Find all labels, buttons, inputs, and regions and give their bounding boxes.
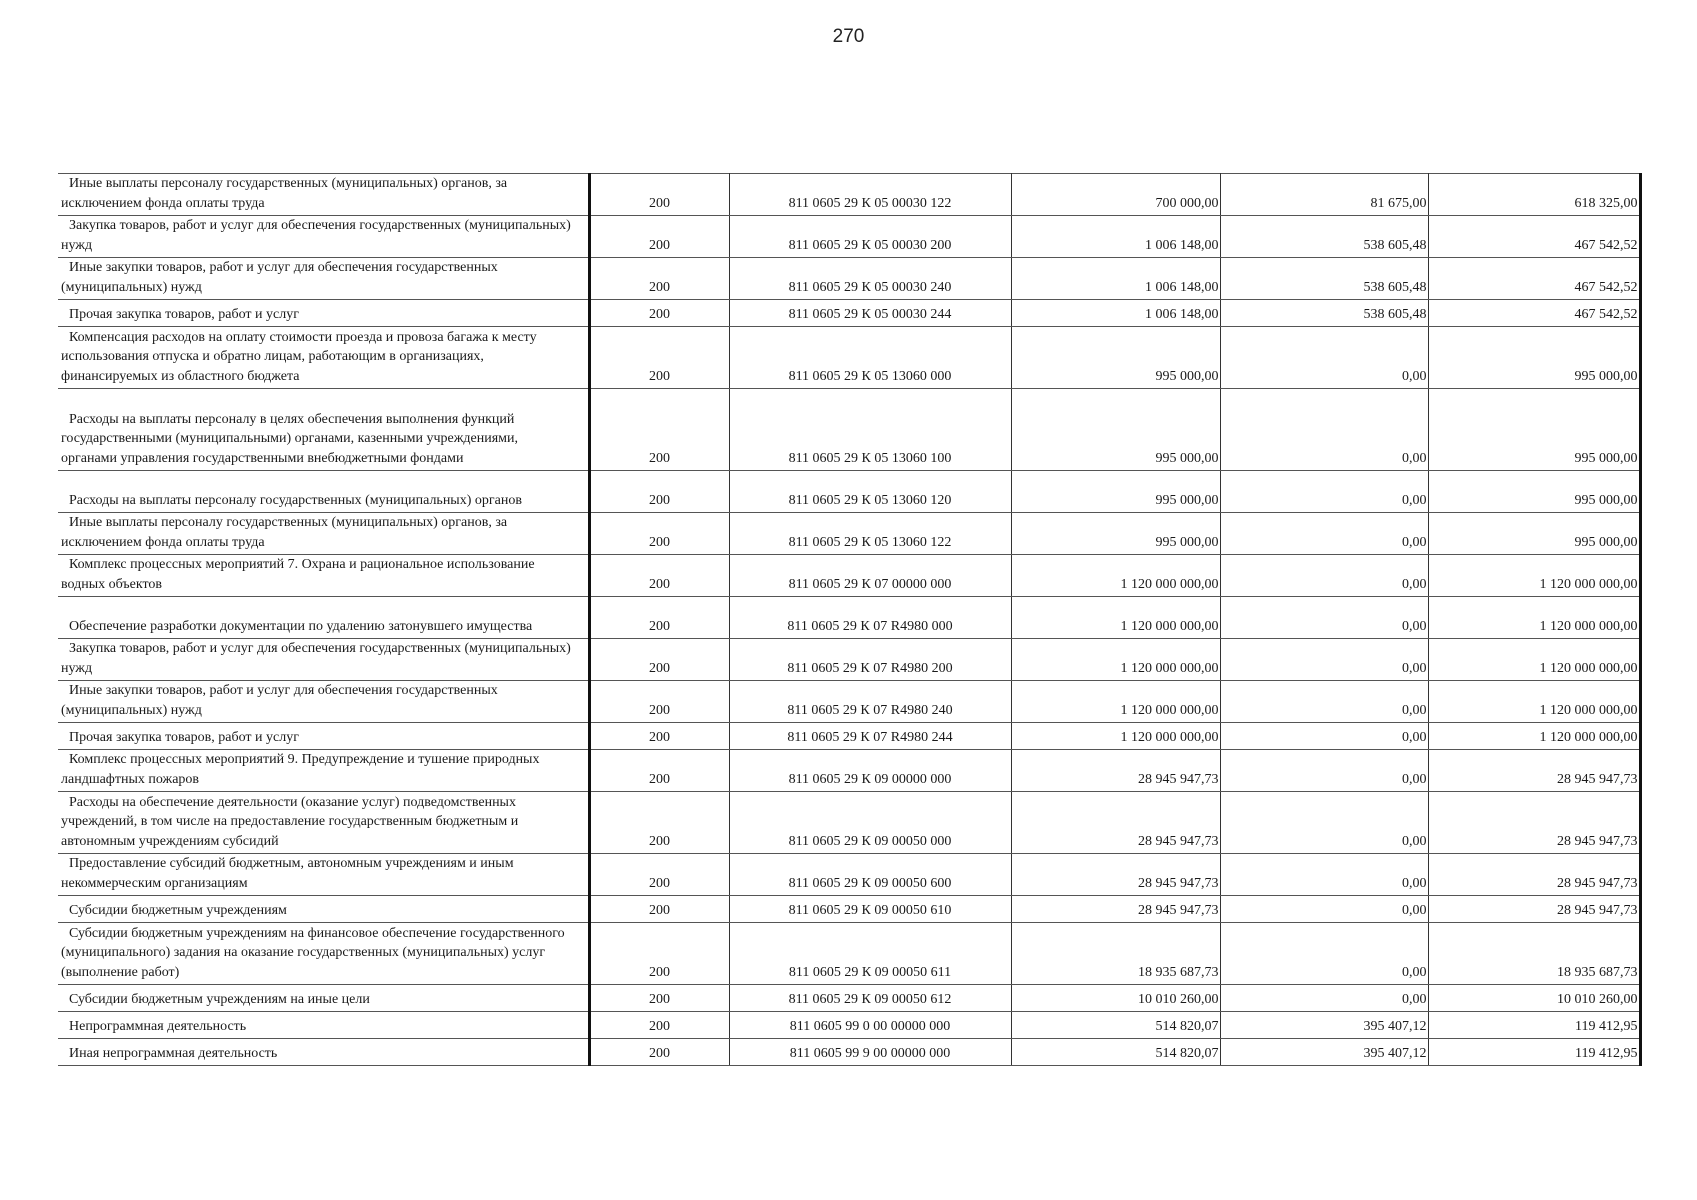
table-row [58, 639, 1640, 681]
admin-code-cell [589, 258, 729, 300]
unexecuted-amount-cell [1428, 597, 1640, 639]
executed-amount-text: 395 407,12 [1363, 1018, 1427, 1034]
unexecuted-amount-cell [1428, 1012, 1640, 1039]
executed-amount-text: 0,00 [1402, 902, 1427, 918]
expense-name-cell [58, 471, 589, 513]
executed-amount-cell [1220, 555, 1428, 597]
executed-amount-cell [1220, 896, 1428, 923]
executed-amount-text: 0,00 [1402, 702, 1427, 718]
approved-amount-cell [1011, 854, 1220, 896]
budget-classification-code-text: 811 0605 29 К 09 00050 612 [788, 991, 952, 1007]
expense-name-text: Обеспечение разработки документации по удалению затонувшего имущества [69, 618, 533, 634]
admin-code-cell [589, 216, 729, 258]
admin-code-cell [589, 723, 729, 750]
table-row [58, 854, 1640, 896]
unexecuted-amount-text: 1 120 000 000,00 [1539, 618, 1638, 634]
expense-name-cell [58, 681, 589, 723]
budget-classification-code-cell [729, 639, 1011, 681]
approved-amount-cell [1011, 723, 1220, 750]
budget-classification-code-text: 811 0605 99 0 00 00000 000 [789, 1018, 951, 1034]
unexecuted-amount-cell [1428, 723, 1640, 750]
executed-amount-text: 0,00 [1402, 875, 1427, 891]
executed-amount-text: 395 407,12 [1363, 1045, 1427, 1061]
approved-amount-cell [1011, 300, 1220, 327]
table-row [58, 174, 1640, 216]
unexecuted-amount-text: 995 000,00 [1574, 368, 1638, 384]
expense-name-cell [58, 923, 589, 985]
unexecuted-amount-cell [1428, 300, 1640, 327]
unexecuted-amount-cell [1428, 792, 1640, 854]
expense-name-text: Субсидии бюджетным учреждениям на финансовое обеспечение государственного (муниципального) задания на оказание государственных (муниципальных) услуг (выполнение работ) [61, 925, 565, 980]
budget-classification-code-text: 811 0605 29 К 09 00050 611 [788, 964, 952, 980]
budget-classification-code-text: 811 0605 29 К 07 R4980 244 [787, 729, 953, 745]
expense-name-cell [58, 258, 589, 300]
expense-name-text: Закупка товаров, работ и услуг для обеспечения государственных (муниципальных) нужд [61, 218, 571, 253]
executed-amount-cell [1220, 513, 1428, 555]
admin-code-cell [589, 300, 729, 327]
budget-classification-code-text: 811 0605 29 К 07 R4980 000 [787, 618, 953, 634]
executed-amount-cell [1220, 300, 1428, 327]
admin-code-text: 200 [649, 368, 670, 384]
admin-code-cell [589, 681, 729, 723]
admin-code-cell [589, 1012, 729, 1039]
admin-code-text: 200 [649, 306, 670, 322]
unexecuted-amount-text: 1 120 000 000,00 [1539, 660, 1638, 676]
expense-name-cell [58, 896, 589, 923]
approved-amount-text: 28 945 947,73 [1138, 902, 1219, 918]
budget-classification-code-cell [729, 896, 1011, 923]
table-row [58, 750, 1640, 792]
approved-amount-cell [1011, 513, 1220, 555]
budget-classification-code-cell [729, 923, 1011, 985]
expense-name-text: Иные закупки товаров, работ и услуг для обеспечения государственных (муниципальных) нужд [61, 683, 498, 718]
table-row [58, 681, 1640, 723]
approved-amount-cell [1011, 750, 1220, 792]
approved-amount-text: 995 000,00 [1155, 534, 1219, 550]
approved-amount-cell [1011, 681, 1220, 723]
approved-amount-text: 514 820,07 [1155, 1018, 1219, 1034]
budget-classification-code-cell [729, 792, 1011, 854]
approved-amount-text: 1 120 000 000,00 [1120, 576, 1219, 592]
budget-classification-code-cell [729, 854, 1011, 896]
budget-classification-code-text: 811 0605 29 К 05 00030 244 [788, 306, 952, 322]
expense-name-cell [58, 723, 589, 750]
budget-classification-code-text: 811 0605 29 К 05 00030 240 [788, 279, 952, 295]
admin-code-cell [589, 471, 729, 513]
unexecuted-amount-text: 1 120 000 000,00 [1539, 729, 1638, 745]
budget-classification-code-cell [729, 985, 1011, 1012]
approved-amount-text: 18 935 687,73 [1138, 964, 1219, 980]
admin-code-text: 200 [649, 492, 670, 508]
unexecuted-amount-cell [1428, 1039, 1640, 1066]
admin-code-cell [589, 174, 729, 216]
executed-amount-cell [1220, 327, 1428, 389]
expense-name-text: Иные выплаты персоналу государственных (муниципальных) органов, за исключением фонда оплаты труда [61, 176, 508, 211]
approved-amount-text: 700 000,00 [1155, 195, 1219, 211]
executed-amount-text: 0,00 [1402, 368, 1427, 384]
admin-code-cell [589, 1039, 729, 1066]
executed-amount-text: 0,00 [1402, 729, 1427, 745]
unexecuted-amount-text: 10 010 260,00 [1557, 991, 1638, 1007]
unexecuted-amount-cell [1428, 639, 1640, 681]
approved-amount-text: 995 000,00 [1155, 450, 1219, 466]
admin-code-text: 200 [649, 1045, 670, 1061]
executed-amount-text: 0,00 [1402, 492, 1427, 508]
budget-classification-code-text: 811 0605 29 К 07 R4980 240 [787, 702, 953, 718]
executed-amount-cell [1220, 1012, 1428, 1039]
approved-amount-text: 10 010 260,00 [1138, 991, 1219, 1007]
unexecuted-amount-text: 1 120 000 000,00 [1539, 576, 1638, 592]
unexecuted-amount-text: 1 120 000 000,00 [1539, 702, 1638, 718]
approved-amount-text: 1 120 000 000,00 [1120, 618, 1219, 634]
approved-amount-text: 995 000,00 [1155, 492, 1219, 508]
table-row [58, 513, 1640, 555]
executed-amount-cell [1220, 174, 1428, 216]
expense-name-text: Расходы на выплаты персоналу в целях обеспечения выполнения функций государственными (муниципальными) органами, казенными учреждениями, органами управления государственными внебюджетными фондами [61, 411, 518, 466]
executed-amount-text: 0,00 [1402, 964, 1427, 980]
unexecuted-amount-text: 467 542,52 [1574, 306, 1638, 322]
unexecuted-amount-text: 18 935 687,73 [1557, 964, 1638, 980]
unexecuted-amount-text: 995 000,00 [1574, 492, 1638, 508]
budget-classification-code-text: 811 0605 29 К 09 00050 610 [788, 902, 952, 918]
approved-amount-cell [1011, 1039, 1220, 1066]
budget-classification-code-text: 811 0605 29 К 05 13060 120 [788, 492, 952, 508]
unexecuted-amount-text: 467 542,52 [1574, 237, 1638, 253]
approved-amount-cell [1011, 923, 1220, 985]
executed-amount-text: 81 675,00 [1370, 195, 1427, 211]
expense-name-cell [58, 792, 589, 854]
executed-amount-text: 0,00 [1402, 534, 1427, 550]
budget-classification-code-text: 811 0605 29 К 09 00050 000 [788, 833, 952, 849]
admin-code-text: 200 [649, 618, 670, 634]
table-row [58, 555, 1640, 597]
executed-amount-cell [1220, 597, 1428, 639]
budget-classification-code-text: 811 0605 29 К 07 R4980 200 [787, 660, 953, 676]
unexecuted-amount-cell [1428, 923, 1640, 985]
admin-code-cell [589, 327, 729, 389]
expense-name-cell [58, 555, 589, 597]
executed-amount-cell [1220, 854, 1428, 896]
budget-classification-code-text: 811 0605 29 К 09 00050 600 [788, 875, 952, 891]
expense-name-cell [58, 300, 589, 327]
table-row [58, 1039, 1640, 1066]
unexecuted-amount-cell [1428, 389, 1640, 471]
expense-name-text: Закупка товаров, работ и услуг для обеспечения государственных (муниципальных) нужд [61, 641, 571, 676]
unexecuted-amount-cell [1428, 681, 1640, 723]
executed-amount-cell [1220, 258, 1428, 300]
admin-code-cell [589, 923, 729, 985]
expense-name-text: Субсидии бюджетным учреждениям [69, 902, 287, 918]
approved-amount-text: 1 120 000 000,00 [1120, 702, 1219, 718]
expense-name-cell [58, 750, 589, 792]
expense-name-text: Иные закупки товаров, работ и услуг для обеспечения государственных (муниципальных) нужд [61, 260, 498, 295]
expense-name-cell [58, 854, 589, 896]
unexecuted-amount-text: 119 412,95 [1575, 1018, 1638, 1034]
executed-amount-cell [1220, 1039, 1428, 1066]
approved-amount-cell [1011, 389, 1220, 471]
expense-name-cell [58, 985, 589, 1012]
admin-code-text: 200 [649, 279, 670, 295]
approved-amount-text: 28 945 947,73 [1138, 833, 1219, 849]
page-number: 270 [832, 26, 865, 47]
executed-amount-text: 0,00 [1402, 618, 1427, 634]
expense-name-text: Комплекс процессных мероприятий 9. Предупреждение и тушение природных ландшафтных пожаров [61, 752, 540, 787]
approved-amount-cell [1011, 985, 1220, 1012]
unexecuted-amount-text: 28 945 947,73 [1557, 875, 1638, 891]
approved-amount-text: 995 000,00 [1155, 368, 1219, 384]
expense-name-text: Расходы на выплаты персоналу государственных (муниципальных) органов [69, 492, 522, 508]
budget-execution-table [58, 173, 1642, 1066]
executed-amount-text: 538 605,48 [1363, 306, 1427, 322]
approved-amount-cell [1011, 597, 1220, 639]
approved-amount-text: 1 120 000 000,00 [1120, 729, 1219, 745]
budget-classification-code-cell [729, 750, 1011, 792]
budget-classification-code-cell [729, 555, 1011, 597]
table-body [58, 174, 1640, 1066]
expense-name-cell [58, 389, 589, 471]
unexecuted-amount-cell [1428, 471, 1640, 513]
budget-classification-code-cell [729, 300, 1011, 327]
executed-amount-text: 0,00 [1402, 450, 1427, 466]
executed-amount-text: 0,00 [1402, 833, 1427, 849]
approved-amount-text: 514 820,07 [1155, 1045, 1219, 1061]
expense-name-text: Прочая закупка товаров, работ и услуг [69, 729, 299, 745]
admin-code-text: 200 [649, 660, 670, 676]
admin-code-text: 200 [649, 450, 670, 466]
table-row [58, 723, 1640, 750]
budget-classification-code-text: 811 0605 29 К 05 13060 000 [788, 368, 952, 384]
approved-amount-cell [1011, 471, 1220, 513]
unexecuted-amount-cell [1428, 985, 1640, 1012]
approved-amount-cell [1011, 896, 1220, 923]
approved-amount-text: 1 006 148,00 [1145, 279, 1219, 295]
unexecuted-amount-cell [1428, 750, 1640, 792]
expense-name-text: Расходы на обеспечение деятельности (оказание услуг) подведомственных учреждений, в том числе на предоставление государственным бюджетным и автономным учреждениям субсидий [61, 794, 519, 849]
unexecuted-amount-text: 119 412,95 [1575, 1045, 1638, 1061]
admin-code-cell [589, 854, 729, 896]
executed-amount-cell [1220, 639, 1428, 681]
expense-name-cell [58, 1012, 589, 1039]
budget-classification-code-cell [729, 597, 1011, 639]
admin-code-cell [589, 513, 729, 555]
budget-classification-code-cell [729, 681, 1011, 723]
unexecuted-amount-text: 28 945 947,73 [1557, 771, 1638, 787]
table-row [58, 471, 1640, 513]
budget-classification-code-cell [729, 471, 1011, 513]
executed-amount-text: 0,00 [1402, 576, 1427, 592]
approved-amount-cell [1011, 258, 1220, 300]
expense-name-text: Прочая закупка товаров, работ и услуг [69, 306, 299, 322]
expense-name-cell [58, 174, 589, 216]
approved-amount-cell [1011, 327, 1220, 389]
expense-name-text: Субсидии бюджетным учреждениям на иные цели [69, 991, 370, 1007]
admin-code-text: 200 [649, 576, 670, 592]
unexecuted-amount-text: 28 945 947,73 [1557, 902, 1638, 918]
budget-classification-code-text: 811 0605 29 К 07 00000 000 [788, 576, 952, 592]
expense-name-text: Компенсация расходов на оплату стоимости проезда и провоза багажа к месту использования отпуска и обратно лицам, работающим в организациях, финансируемых из областного бюджета [61, 329, 537, 384]
unexecuted-amount-text: 618 325,00 [1574, 195, 1638, 211]
budget-classification-code-cell [729, 216, 1011, 258]
table-row [58, 985, 1640, 1012]
approved-amount-text: 1 120 000 000,00 [1120, 660, 1219, 676]
executed-amount-cell [1220, 723, 1428, 750]
expense-name-text: Непрограммная деятельность [69, 1018, 247, 1034]
expense-name-cell [58, 513, 589, 555]
admin-code-text: 200 [649, 237, 670, 253]
admin-code-cell [589, 985, 729, 1012]
executed-amount-cell [1220, 750, 1428, 792]
approved-amount-cell [1011, 1012, 1220, 1039]
budget-classification-code-cell [729, 1039, 1011, 1066]
executed-amount-cell [1220, 681, 1428, 723]
table-row [58, 597, 1640, 639]
executed-amount-text: 538 605,48 [1363, 279, 1427, 295]
executed-amount-cell [1220, 923, 1428, 985]
budget-classification-code-cell [729, 389, 1011, 471]
expense-name-text: Комплекс процессных мероприятий 7. Охрана и рациональное использование водных объектов [61, 557, 535, 592]
expense-name-text: Иная непрограммная деятельность [69, 1045, 278, 1061]
admin-code-cell [589, 555, 729, 597]
table-row [58, 300, 1640, 327]
admin-code-text: 200 [649, 902, 670, 918]
budget-classification-code-cell [729, 327, 1011, 389]
budget-classification-code-text: 811 0605 29 К 05 00030 122 [788, 195, 952, 211]
admin-code-text: 200 [649, 729, 670, 745]
executed-amount-text: 0,00 [1402, 771, 1427, 787]
table-row [58, 327, 1640, 389]
budget-classification-code-cell [729, 513, 1011, 555]
budget-classification-code-text: 811 0605 99 9 00 00000 000 [789, 1045, 951, 1061]
executed-amount-text: 0,00 [1402, 991, 1427, 1007]
unexecuted-amount-text: 467 542,52 [1574, 279, 1638, 295]
admin-code-cell [589, 639, 729, 681]
budget-classification-code-cell [729, 1012, 1011, 1039]
admin-code-text: 200 [649, 1018, 670, 1034]
expense-name-text: Иные выплаты персоналу государственных (муниципальных) органов, за исключением фонда оплаты труда [61, 515, 508, 550]
table-row [58, 896, 1640, 923]
table-row [58, 923, 1640, 985]
expense-name-cell [58, 1039, 589, 1066]
executed-amount-text: 0,00 [1402, 660, 1427, 676]
unexecuted-amount-text: 995 000,00 [1574, 450, 1638, 466]
unexecuted-amount-text: 28 945 947,73 [1557, 833, 1638, 849]
unexecuted-amount-cell [1428, 854, 1640, 896]
table-row [58, 258, 1640, 300]
budget-classification-code-text: 811 0605 29 К 05 13060 122 [788, 534, 952, 550]
unexecuted-amount-cell [1428, 174, 1640, 216]
executed-amount-cell [1220, 389, 1428, 471]
table-row [58, 389, 1640, 471]
budget-classification-code-text: 811 0605 29 К 05 00030 200 [788, 237, 952, 253]
approved-amount-text: 1 006 148,00 [1145, 237, 1219, 253]
admin-code-cell [589, 597, 729, 639]
expense-name-cell [58, 597, 589, 639]
admin-code-text: 200 [649, 702, 670, 718]
unexecuted-amount-cell [1428, 896, 1640, 923]
admin-code-text: 200 [649, 964, 670, 980]
admin-code-cell [589, 750, 729, 792]
admin-code-cell [589, 389, 729, 471]
budget-classification-code-text: 811 0605 29 К 09 00000 000 [788, 771, 952, 787]
approved-amount-cell [1011, 639, 1220, 681]
admin-code-text: 200 [649, 534, 670, 550]
unexecuted-amount-cell [1428, 555, 1640, 597]
admin-code-text: 200 [649, 833, 670, 849]
table-row [58, 1012, 1640, 1039]
unexecuted-amount-cell [1428, 513, 1640, 555]
expense-name-text: Предоставление субсидий бюджетным, автономным учреждениям и иным некоммерческим организациям [61, 856, 514, 891]
budget-classification-code-cell [729, 174, 1011, 216]
budget-classification-code-cell [729, 258, 1011, 300]
table-row [58, 216, 1640, 258]
table-row [58, 792, 1640, 854]
unexecuted-amount-cell [1428, 327, 1640, 389]
approved-amount-cell [1011, 555, 1220, 597]
unexecuted-amount-text: 995 000,00 [1574, 534, 1638, 550]
approved-amount-text: 28 945 947,73 [1138, 771, 1219, 787]
approved-amount-cell [1011, 792, 1220, 854]
executed-amount-text: 538 605,48 [1363, 237, 1427, 253]
admin-code-cell [589, 896, 729, 923]
admin-code-text: 200 [649, 195, 670, 211]
budget-classification-code-cell [729, 723, 1011, 750]
unexecuted-amount-cell [1428, 216, 1640, 258]
approved-amount-cell [1011, 216, 1220, 258]
admin-code-text: 200 [649, 771, 670, 787]
approved-amount-cell [1011, 174, 1220, 216]
executed-amount-cell [1220, 216, 1428, 258]
admin-code-cell [589, 792, 729, 854]
unexecuted-amount-cell [1428, 258, 1640, 300]
expense-name-cell [58, 639, 589, 681]
expense-name-cell [58, 216, 589, 258]
admin-code-text: 200 [649, 991, 670, 1007]
budget-classification-code-text: 811 0605 29 К 05 13060 100 [788, 450, 952, 466]
expense-name-cell [58, 327, 589, 389]
executed-amount-cell [1220, 792, 1428, 854]
admin-code-text: 200 [649, 875, 670, 891]
executed-amount-cell [1220, 471, 1428, 513]
approved-amount-text: 1 006 148,00 [1145, 306, 1219, 322]
approved-amount-text: 28 945 947,73 [1138, 875, 1219, 891]
executed-amount-cell [1220, 985, 1428, 1012]
